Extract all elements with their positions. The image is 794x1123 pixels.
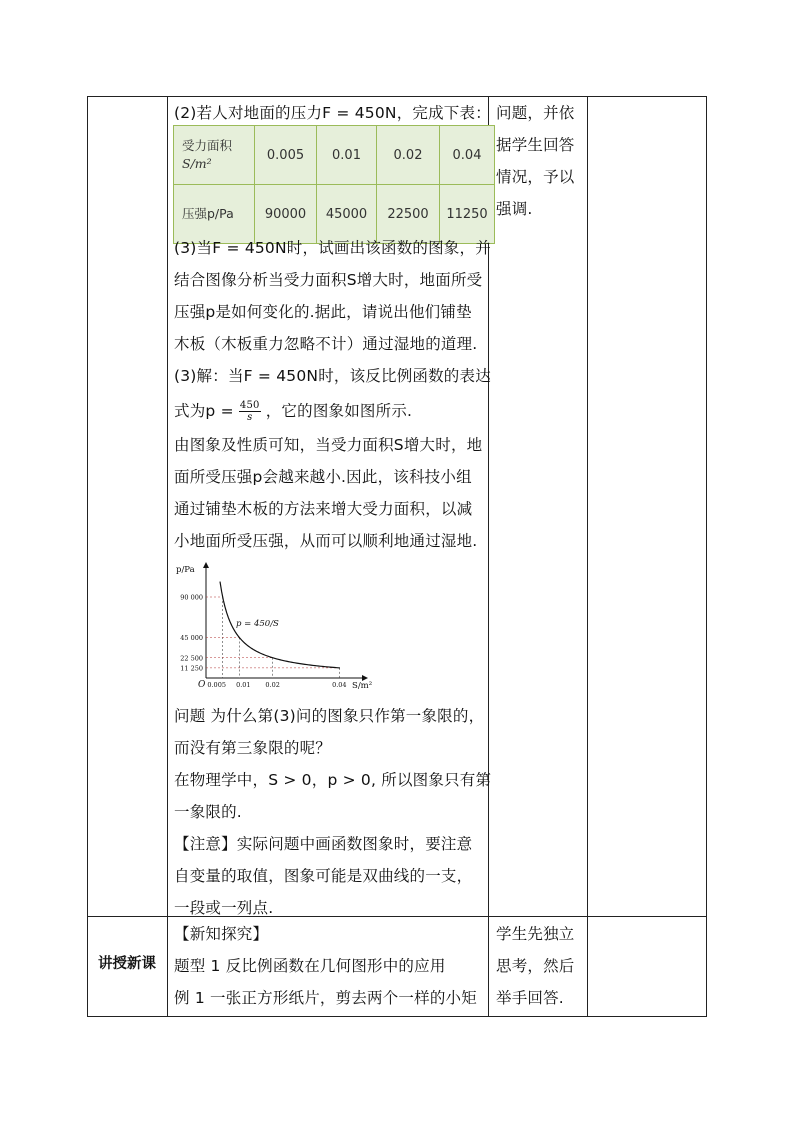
p3-line: 木板（木板重力忽略不计）通过湿地的道理. <box>174 335 478 353</box>
p3-line: (3)当F = 450N时，试画出该函数的图象，并 <box>174 239 491 257</box>
y-tick-label: 11 250 <box>180 664 203 673</box>
physics-line: 在物理学中，S > 0，p > 0, 所以图象只有第 <box>174 771 492 789</box>
pressure-label: 压强p/Pa <box>174 185 255 244</box>
inverse-proportion-chart <box>174 560 373 700</box>
y-tick-label: 90 000 <box>180 593 203 602</box>
pressure-cell-4: 11250 <box>440 185 495 244</box>
area-unit: S/m² <box>182 156 212 171</box>
area-cell-1: 0.005 <box>255 126 317 185</box>
right-column-top <box>496 97 575 225</box>
new-section-line: 题型 1 反比例函数在几何图形中的应用 <box>174 957 446 975</box>
x-tick-label: 0.04 <box>332 681 347 689</box>
analysis-line: 面所受压强p会越来越小.因此，该科技小组 <box>174 468 472 486</box>
formula-label: p = 450/S <box>236 619 279 629</box>
right-line: 据学生回答 <box>496 136 575 154</box>
pressure-table <box>173 125 495 244</box>
y-tick-label: 45 000 <box>180 634 203 642</box>
right-line: 情况，予以 <box>496 168 575 186</box>
x-tick-label: 0.02 <box>265 681 280 689</box>
area-cell-3: 0.02 <box>377 126 440 185</box>
pressure-cell-2: 45000 <box>317 185 377 244</box>
table-col-border-1 <box>87 96 88 1017</box>
question-block <box>174 700 491 924</box>
right-line: 举手回答. <box>496 989 564 1007</box>
analysis-line: 小地面所受压强，从而可以顺利地通过湿地. <box>174 532 478 550</box>
right-column-bottom <box>496 918 575 1014</box>
analysis-line: 由图象及性质可知，当受力面积S增大时，地 <box>174 436 483 454</box>
x-tick-label: 0.01 <box>236 681 251 689</box>
note-line: 【注意】实际问题中画函数图象时，要注意 <box>174 835 473 853</box>
question-line: 而没有第三象限的呢？ <box>174 739 332 757</box>
new-section-block <box>174 918 477 1014</box>
area-cell-2: 0.01 <box>317 126 377 185</box>
table-col-border-2 <box>167 96 168 1017</box>
intro-line: (2)若人对地面的压力F = 450N，完成下表： <box>174 104 491 122</box>
pressure-cell-3: 22500 <box>377 185 440 244</box>
new-section-line: 例 1 一张正方形纸片，剪去两个一样的小矩 <box>174 989 477 1007</box>
area-label-cell <box>174 126 255 185</box>
pressure-cell-1: 90000 <box>255 185 317 244</box>
p3-line: 结合图像分析当受力面积S增大时，地面所受 <box>174 271 483 289</box>
table-bottom-border <box>87 1016 706 1017</box>
right-line: 学生先独立 <box>496 925 575 943</box>
table-col-border-5 <box>706 96 707 1017</box>
fraction-numerator: 450 <box>239 400 260 411</box>
note-line: 自变量的取值，图象可能是双曲线的一支， <box>174 867 473 885</box>
y-axis-label: p/Pa <box>176 565 195 575</box>
x-tick-label: 0.005 <box>207 681 226 689</box>
x-axis-label: S/m² <box>352 681 373 691</box>
y-tick-label: 22 500 <box>180 654 203 663</box>
solution-fraction <box>239 400 261 423</box>
right-line: 强调. <box>496 200 533 218</box>
main-text-block <box>174 232 491 557</box>
origin-label: O <box>198 680 206 690</box>
analysis-line: 通过铺垫木板的方法来增大受力面积，以减 <box>174 500 473 518</box>
physics-line: 一象限的. <box>174 803 242 821</box>
section-label: 讲授新课 <box>98 956 156 972</box>
y-axis-arrow <box>203 562 209 568</box>
solution-prefix: 式为p = <box>174 402 234 420</box>
area-cell-4: 0.04 <box>440 126 495 185</box>
right-line: 思考，然后 <box>496 957 575 975</box>
p3-line: 压强p是如何变化的.据此，请说出他们铺垫 <box>174 303 472 321</box>
right-line: 问题，并依 <box>496 104 575 122</box>
solution-suffix: ，它的图象如图所示. <box>265 402 413 420</box>
table-row <box>174 126 495 185</box>
table-col-border-4 <box>587 96 588 1017</box>
solution-line: (3)解：当F = 450N时，该反比例函数的表达 <box>174 367 491 385</box>
question-line: 问题 为什么第(3)问的图象只作第一象限的， <box>174 707 485 725</box>
fraction-denominator: s <box>247 412 253 423</box>
note-line: 一段或一列点. <box>174 899 274 917</box>
new-section-line: 【新知探究】 <box>174 925 269 943</box>
area-label: 受力面积 <box>182 138 233 153</box>
solution-formula-line <box>174 395 491 427</box>
